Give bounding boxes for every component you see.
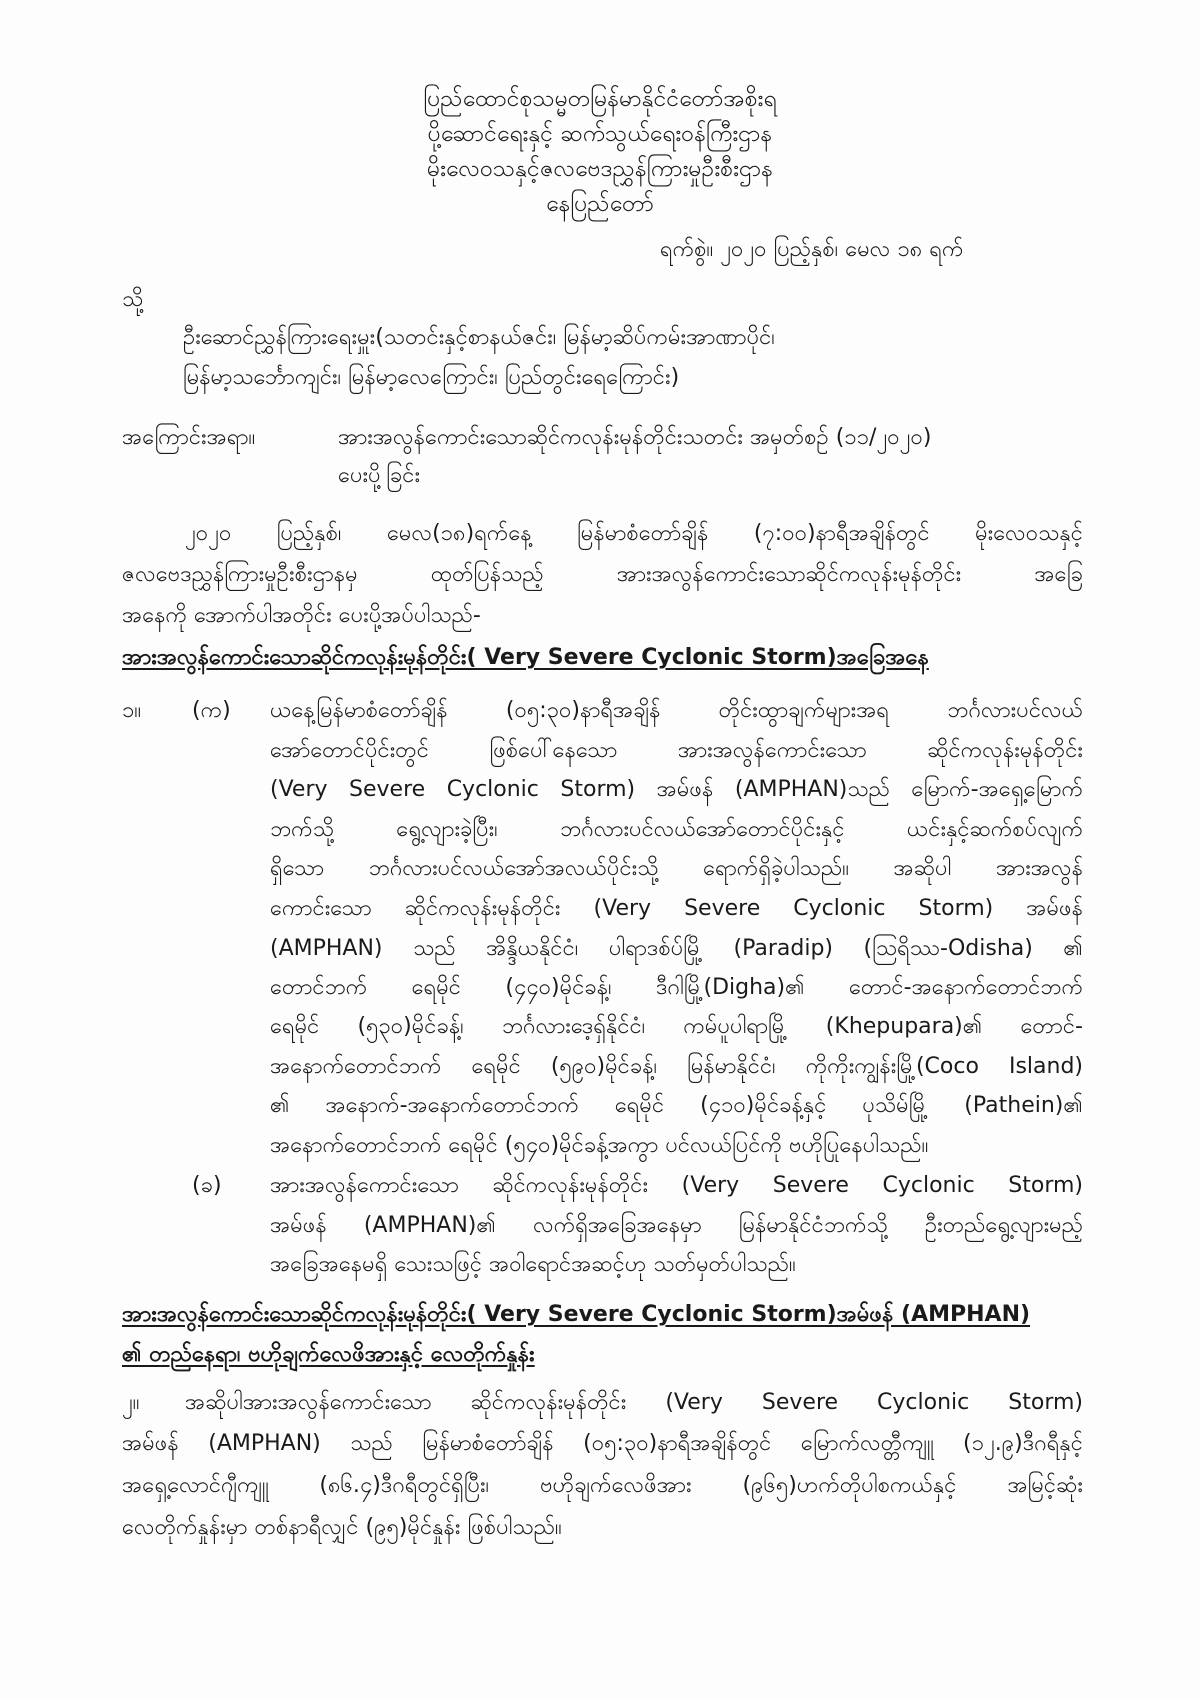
header-line-2: ပို့ဆောင်ရေးနှင့် ဆက်သွယ်ရေးဝန်ကြီးဌာန [427, 121, 773, 147]
item-number-2: ၂။ [122, 1390, 140, 1415]
item-1b-line: အမ်ဖန် (AMPHAN)၏ လက်ရှိအခြေအနေမှာ မြန်မာနိုင်ငံဘက်သို့ ဦးတည်ရွေ့လျားမည့် [270, 1213, 1083, 1238]
item-1a-line: အနောက်တောင်ဘက် ရေမိုင် (၅၄၀)မိုင်ခန့်အကွာ ပင်လယ်ပြင်ကို ဗဟိုပြုနေပါသည်။ [270, 1133, 929, 1158]
item-1a-line: ရေမိုင် (၅၃၀)မိုင်ခန့်၊ ဘင်္ဂလားဒေ့ရှ်နိုင်ငံ၊ ကမ်ပူပါရာမြို့ (Khepupara)၏ တောင်- [270, 1014, 1083, 1039]
item-1a-line: ကောင်းသော ဆိုင်ကလုန်းမုန်တိုင်း (Very Severe Cyclonic Storm) အမ်ဖန် [270, 896, 1083, 921]
section-heading-2-line-1: အားအလွန်ကောင်းသောဆိုင်ကလုန်းမုန်တိုင်း( Very Severe Cyclonic Storm)အမ်ဖန် (AMPHAN) [122, 1302, 1031, 1327]
item-1a-line: (AMPHAN) သည် အိန္ဒိယနိုင်ငံ၊ ပါရာဒစ်ပ်မြို့ (Paradip) (သြရိဿ-Odisha) ၏ [270, 936, 1083, 961]
item-2-line: လေတိုက်နှုန်းမှာ တစ်နာရီလျှင် (၉၅)မိုင်နှုန်း ဖြစ်ပါသည်။ [122, 1515, 562, 1540]
subject-label: အကြောင်းအရာ။ [122, 425, 256, 450]
item-1a-line: ဘက်သို့ ရွေ့လျားခဲ့ပြီး၊ ဘင်္ဂလားပင်လယ်အော်တောင်ပိုင်းနှင့် ယင်းနှင့်ဆက်စပ်လျက် [270, 817, 1083, 842]
header-line-3: မိုးလေဝသနှင့်ဇလဗေဒညွှန်ကြားမှုဦးစီးဌာန [426, 156, 774, 182]
item-1a-line: ယနေ့မြန်မာစံတော်ချိန် (၀၅:၃၀)နာရီအချိန် တိုင်းထွာချက်များအရ ဘင်္ဂလားပင်လယ် [270, 698, 1083, 723]
recipient-line-2: မြန်မာ့သင်္ဘောကျင်း၊ မြန်မာ့လေကြောင်း၊ ပြည်တွင်းရေကြောင်း) [183, 365, 680, 390]
item-2-line: အမ်ဖန် (AMPHAN) သည် မြန်မာစံတော်ချိန် (၀၅:၃၀)နာရီအချိန်တွင် မြောက်လတ္တီကျူ (၁၂.၉)ဒီဂရီနှင့် [122, 1431, 1083, 1456]
item-1a-line: ၏ အနောက်-အနောက်တောင်ဘက် ရေမိုင် (၄၁၀)မိုင်ခန့်နှင့် ပုသိမ်မြို့ (Pathein)၏ [270, 1093, 1083, 1118]
header-line-1: ပြည်ထောင်စုသမ္မတမြန်မာနိုင်ငံတော်အစိုးရ [423, 86, 777, 112]
item-1a-line: အော်တောင်ပိုင်းတွင် ဖြစ်ပေါ်နေသော အားအလွန်ကောင်းသော ဆိုင်ကလုန်းမုန်တိုင်း [270, 738, 1083, 763]
header-line-4: နေပြည်တော် [546, 191, 654, 217]
recipient-line-1: ဦးဆောင်ညွှန်ကြားရေးမှူး(သတင်းနှင့်စာနယ်ဇင်း၊ မြန်မာ့ဆိပ်ကမ်းအာဏာပိုင်၊ [183, 325, 775, 350]
item-1b-line: အားအလွန်ကောင်းသော ဆိုင်ကလုန်းမုန်တိုင်း (Very Severe Cyclonic Storm) [270, 1173, 1083, 1198]
document-date: ရက်စွဲ။ ၂၀၂၀ ပြည့်နှစ်၊ မေလ ၁၈ ရက် [660, 237, 964, 262]
intro-line-1: ၂၀၂၀ ပြည့်နှစ်၊ မေလ(၁၈)ရက်နေ့ မြန်မာစံတော်ချိန် (၇:၀၀)နာရီအချိန်တွင် မိုးလေဝသနှင့် [185, 521, 1083, 546]
item-2-line: အဆိုပါအားအလွန်ကောင်းသော ဆိုင်ကလုန်းမုန်တိုင်း (Very Severe Cyclonic Storm) [185, 1390, 1083, 1415]
section-heading-2-line-2: ၏ တည်နေရာ၊ ဗဟိုချက်လေဖိအားနှင့် လေတိုက်နှုန်း [122, 1342, 535, 1367]
intro-line-2: ဇလဗေဒညွှန်ကြားမှုဦးစီးဌာနမှ ထုတ်ပြန်သည့် အားအလွန်ကောင်းသောဆိုင်ကလုန်းမုန်တိုင်း အခြေ [122, 562, 1083, 587]
item-1a-line: တောင်ဘက် ရေမိုင် (၄၄၀)မိုင်ခန့်၊ ဒီဂါမြို့(Digha)၏ တောင်-အနောက်တောင်ဘက် [270, 975, 1083, 1000]
item-1a-marker: (က) [192, 698, 231, 723]
item-1a-line: အနောက်တောင်ဘက် ရေမိုင် (၅၉၀)မိုင်ခန့်၊ မြန်မာနိုင်ငံ၊ ကိုကိုးကျွန်းမြို့(Coco Island) [270, 1054, 1083, 1079]
item-1a-line: ရှိသော ဘင်္ဂလားပင်လယ်အော်အလယ်ပိုင်းသို့ ရောက်ရှိခဲ့ပါသည်။ အဆိုပါ အားအလွန် [270, 856, 1083, 881]
to-label: သို့ [122, 287, 144, 312]
subject-line-1: အားအလွန်ကောင်းသောဆိုင်ကလုန်းမုန်တိုင်းသတင်း အမှတ်စဉ် (၁၁/၂၀၂၀) [338, 425, 932, 450]
item-1b-line: အခြေအနေမရှိ သေးသဖြင့် အဝါရောင်အဆင့်ဟု သတ်မှတ်ပါသည်။ [270, 1252, 796, 1277]
item-1b-marker: (ခ) [192, 1173, 222, 1198]
intro-line-3: အနေကို အောက်ပါအတိုင်း ပေးပို့အပ်ပါသည်- [122, 603, 481, 628]
subject-line-2: ပေးပို့ခြင်း [338, 463, 421, 488]
item-number-1: ၁။ [122, 698, 142, 723]
section-heading-1: အားအလွန်ကောင်းသောဆိုင်ကလုန်းမုန်တိုင်း( Very Severe Cyclonic Storm)အခြေအနေ [122, 645, 929, 670]
item-1a-line: (Very Severe Cyclonic Storm) အမ်ဖန် (AMPHAN)သည် မြောက်-အရှေ့မြောက် [270, 777, 1083, 802]
item-2-line: အရှေ့လောင်ဂျီကျူ (၈၆.၄)ဒီဂရီတွင်ရှိပြီး၊ ဗဟိုချက်လေဖိအား (၉၆၅)ဟက်တိုပါစကယ်နှင့် အမြင့်ဆုံး [122, 1473, 1083, 1498]
